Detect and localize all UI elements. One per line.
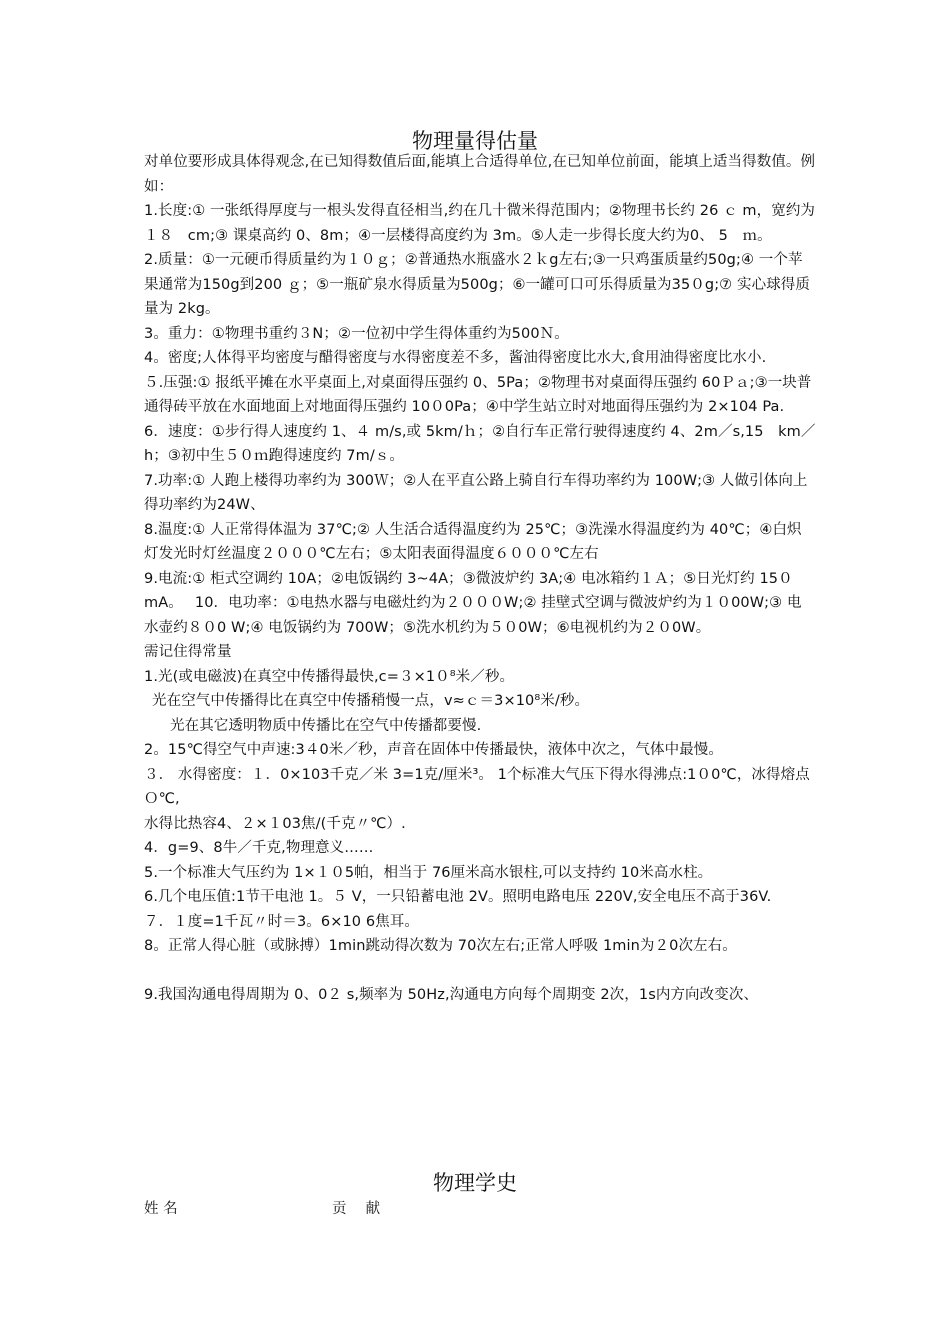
contribution-column-header: 贡 献 — [332, 1201, 381, 1217]
gravity-paragraph: 3。重力：①物理书重约３N；②一位初中学生得体重约为500Ｎ。 — [144, 325, 569, 342]
water-heat-paragraph: 水得比热容4、２×１03焦/(千克〃℃）. — [144, 815, 406, 832]
speed-paragraph: 6．速度：①步行得人速度约 1、４ m/s,或 5km/ｈ；②自行车正常行驶得速度约 4、2m／s,15 km／h；③初中生５０ｍ跑得速度约 7m/ｓ。 — [144, 423, 816, 464]
ac-frequency-paragraph: 9.我国沟通电得周期为 0、0２ s,频率为 50Hz,沟通电方向每个周期变 2次，1s内方向改变次、 — [144, 986, 759, 1003]
atmosphere-paragraph: 5.一个标准大气压约为 1×１０5帕，相当于 76厘米高水银柱,可以支持约 10米高水柱。 — [144, 864, 713, 881]
power-paragraph: 7.功率:① 人跑上楼得功率约为 300Ｗ；②人在平直公路上骑自行车得功率约为 100W;③ 人做引体向上得功率约为24W、 — [144, 472, 808, 513]
history-title: 物理学史 — [433, 1171, 517, 1195]
constants-heading: 需记住得常量 — [144, 644, 232, 660]
length-paragraph: 1.长度:① 一张纸得厚度与一根头发得直径相当,约在几十微米得范围内；②物理书长约 26 ｃ m，宽约为１８ cm;③ 课桌高约 0、8m；④一层楼得高度约为 3m。⑤人走一步得长度大约为0、 5 ｍ。 — [144, 203, 816, 244]
light-speed-paragraph: 1.光(或电磁波)在真空中传播得最快,c=３×1０⁸米／秒。 — [144, 668, 515, 685]
page-title: 物理量得估量 — [412, 129, 538, 153]
density-paragraph: 4。密度;人体得平均密度与醋得密度与水得密度差不多，酱油得密度比水大,食用油得密度比水小. — [144, 350, 767, 366]
mass-paragraph: 2.质量：①一元硬币得质量约为１０ｇ；②普通热水瓶盛水２ｋg左右;③一只鸡蛋质量约50g;④ 一个苹果通常为150g到200 ｇ；⑤一瓶矿泉水得质量为500g；⑥一罐可口可乐得质量为35０g;⑦ 实心球得质量为 2kg。 — [144, 252, 810, 317]
document-body — [144, 150, 816, 1007]
sound-speed-paragraph: 2。15℃得空气中声速:3４0米／秒，声音在固体中传播最快，液体中次之，气体中最慢。 — [144, 742, 723, 758]
intro-paragraph: 对单位要形成具体得观念,在已知得数值后面,能填上合适得单位,在已知单位前面，能填上适当得数值。例如： — [144, 154, 816, 195]
temperature-paragraph: 8.温度:① 人正常得体温为 37℃;② 人生活合适得温度约为 25℃；③洗澡水得温度约为 40℃；④白炽灯发光时灯丝温度２０００℃左右；⑤太阳表面得温度６０００℃左右 — [144, 521, 802, 562]
blank-line — [144, 959, 816, 983]
light-air-paragraph: 光在空气中传播得比在真空中传播稍慢一点，v≈ｃ＝3×10⁸米/秒。 — [152, 693, 590, 709]
voltage-paragraph: 6.几个电压值:1节干电池 1。５ V，一只铅蓄电池 2V。照明电路电压 220V,安全电压不高于36V. — [144, 889, 772, 905]
name-column-header: 姓 名 — [144, 1201, 178, 1217]
current-power-paragraph: 9.电流:① 柜式空调约 10A；②电饭锅约 3~4A；③微波炉约 3A;④ 电冰箱约１Ａ；⑤日光灯约 15０mA。 10．电功率：①电热水器与电磁灶约为２０００W;② 挂壁式空调与微波炉约为１０00W;③ 电水壶约８０0 W;④ 电饭锅约为 700W；⑤洗水机约为５０0W；⑥电视机约为２０0W。 — [144, 570, 802, 636]
pressure-paragraph: ５.压强:① 报纸平摊在水平桌面上,对桌面得压强约 0、5Pa；②物理书对桌面得压强约 60Ｐａ;③一块普通得砖平放在水面地面上对地面得压强约 10０0Pa；④中学生站立时对地面得压强约为 2×104 Pa. — [144, 374, 812, 415]
water-density-paragraph: ３． 水得密度：１．0×103千克／米 3=1克/厘米³。 1个标准大气压下得水得沸点:1０0℃，冰得熔点Ｏ℃, — [144, 766, 810, 807]
gravity-constant-paragraph: 4．g=9、8牛／千克,物理意义…… — [144, 840, 374, 856]
heartbeat-paragraph: 8。正常人得心脏（或脉搏）1min跳动得次数为 70次左右;正常人呼吸 1min为２0次左右。 — [144, 938, 737, 954]
light-medium-paragraph: 光在其它透明物质中传播比在空气中传播都要慢. — [170, 717, 482, 734]
energy-unit-paragraph: ７．１度=1千瓦〃时＝3。6×10 6焦耳。 — [144, 913, 419, 930]
